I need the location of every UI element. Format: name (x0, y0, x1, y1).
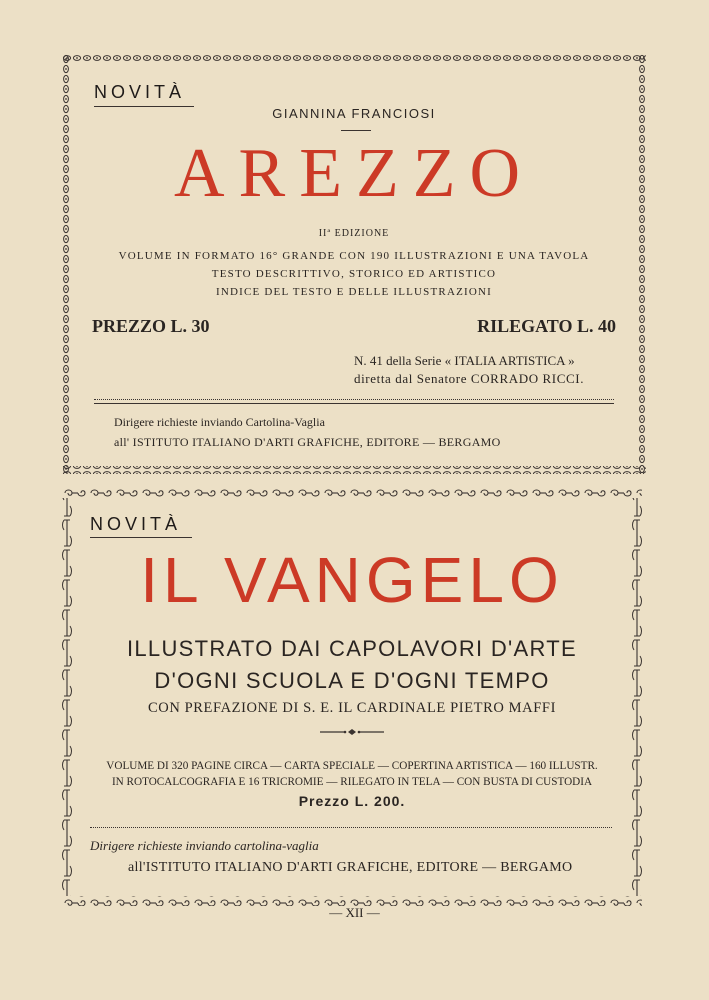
series-director: diretta dal Senatore CORRADO RICCI. (354, 371, 585, 386)
author-rule (341, 130, 371, 131)
volume-description: VOLUME IN FORMATO 16° GRANDE CON 190 ILLUSTRAZIONI E UNA TAVOLA (118, 250, 590, 262)
subtitle-line-1: ILLUSTRATO DAI CAPOLAVORI D'ARTE (126, 636, 578, 661)
contact-instruction: Dirigere richieste inviando Cartolina-Vaglia (114, 415, 325, 429)
contact-instruction: Dirigere richieste inviando cartolina-vaglia (90, 838, 319, 853)
preface-note: CON PREFAZIONE DI S. E. IL CARDINALE PIETRO MAFFI (147, 700, 556, 716)
novita-label: NOVITÀ (90, 514, 182, 534)
ornament-divider (320, 728, 384, 736)
text-description: TESTO DESCRITTIVO, STORICO ED ARTISTICO (211, 268, 497, 280)
page-number: — XII — (329, 905, 380, 920)
volume-details-2: IN ROTOCALCOGRAFIA E 16 TRICROMIE — RILEGATO IN TELA — CON BUSTA DI CUSTODIA (111, 776, 593, 788)
publisher-address: all'ISTITUTO ITALIANO D'ARTI GRAFICHE, EDITORE — BERGAMO (128, 860, 573, 875)
volume-details-1: VOLUME DI 320 PAGINE CIRCA — CARTA SPECIALE — COPERTINA ARTISTICA — 160 ILLUSTR. (106, 760, 598, 772)
author-name: GIANNINA FRANCIOSI (272, 106, 436, 121)
arezzo-advertisement (62, 54, 646, 474)
edition-note: IIª EDIZIONE (318, 228, 390, 239)
vangelo-advertisement (62, 488, 642, 906)
series-info: N. 41 della Serie « ITALIA ARTISTICA » (354, 353, 575, 368)
book-title: AREZZO (173, 135, 535, 212)
index-description: INDICE DEL TESTO E DELLE ILLUSTRAZIONI (215, 286, 493, 298)
subtitle-line-2: D'OGNI SCUOLA E D'OGNI TEMPO (154, 668, 550, 693)
dotted-rule (90, 827, 612, 828)
book-title: IL VANGELO (140, 544, 564, 616)
price: PREZZO L. 30 (92, 316, 210, 336)
novita-label: NOVITÀ (94, 82, 186, 102)
label-underline (90, 537, 192, 538)
solid-rule (94, 403, 614, 404)
price: Prezzo L. 200. (298, 793, 406, 809)
bound-price: RILEGATO L. 40 (477, 316, 616, 336)
publisher-address: all' ISTITUTO ITALIANO D'ARTI GRAFICHE, EDITORE — BERGAMO (114, 435, 501, 449)
dotted-rule (94, 399, 614, 400)
